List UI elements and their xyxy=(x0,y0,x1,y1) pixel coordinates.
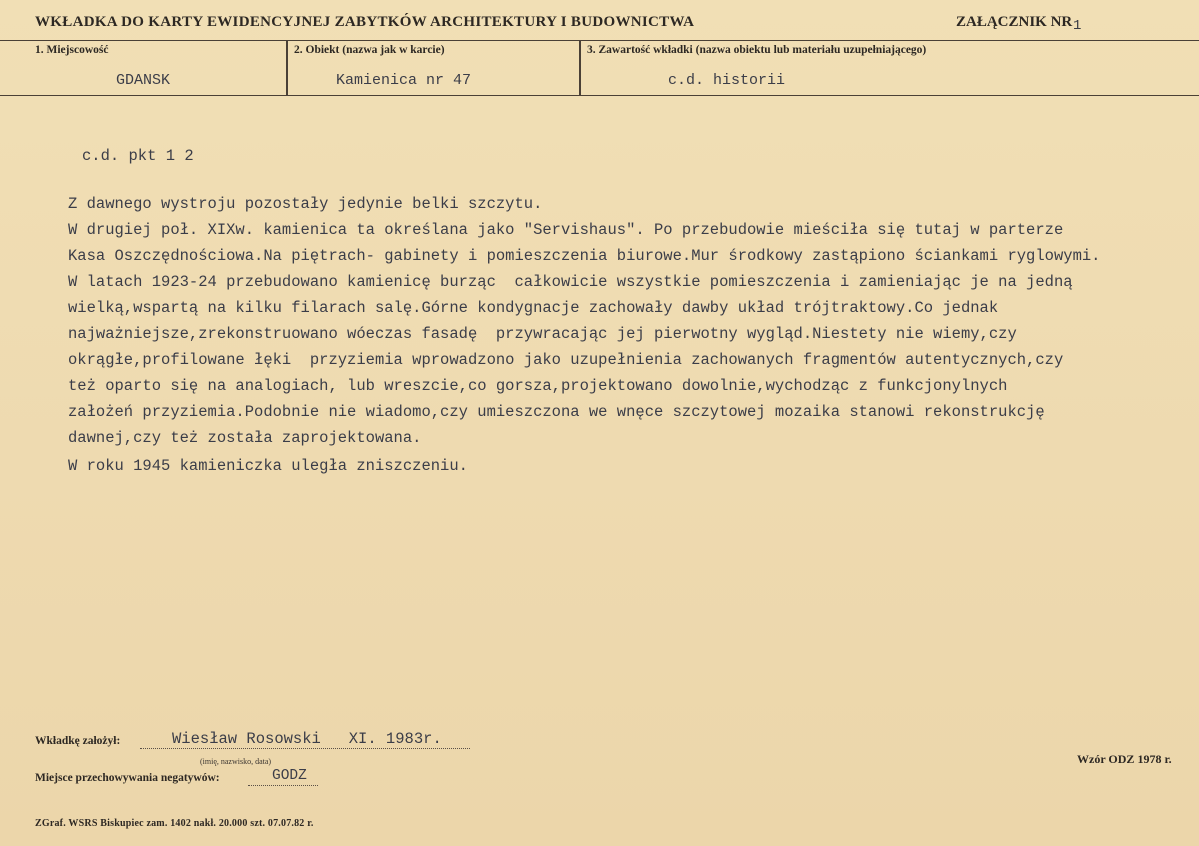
field-contents-label: 3. Zawartość wkładki (nazwa obiektu lub materiału uzupełniającego) xyxy=(587,44,927,56)
body-line: W latach 1923-24 przebudowano kamienicę burząc całkowicie wszystkie pomieszczenia i zamieniając je na jedną xyxy=(68,273,1073,291)
printer-imprint: ZGraf. WSRS Biskupiec zam. 1402 nakł. 20.000 szt. 07.07.82 r. xyxy=(35,818,314,829)
annex-number: 1 xyxy=(1073,18,1082,34)
fields-row xyxy=(0,40,1199,96)
storage-value: GODZ xyxy=(272,768,307,784)
body-line: W roku 1945 kamieniczka uległa zniszczeniu. xyxy=(68,457,468,475)
body-line: też oparto się na analogiach, lub wreszcie,co gorsza,projektowano dowolnie,wychodząc z funkcjonylnych xyxy=(68,377,1008,395)
field-divider xyxy=(579,40,581,95)
founder-label: Wkładkę założył: xyxy=(35,735,121,747)
body-line: Z dawnego wystroju pozostały jedynie belki szczytu. xyxy=(68,195,543,213)
storage-label: Miejsce przechowywania negatywów: xyxy=(35,772,220,784)
body-line: W drugiej poł. XIXw. kamienica ta określana jako "Servishaus". Po przebudowie mieściła się tutaj w parterze xyxy=(68,221,1064,239)
form-model: Wzór ODZ 1978 r. xyxy=(1077,752,1172,766)
annex-label: ZAŁĄCZNIK NR xyxy=(956,14,1073,30)
field-object-value: Kamienica nr 47 xyxy=(336,72,472,89)
body-line: wielką,wspartą na kilku filarach salę.Górne kondygnacje zachowały dawby układ trójtraktowy.Co jednak xyxy=(68,299,999,317)
field-locality-value: GDANSK xyxy=(116,72,171,89)
founder-dotted-line xyxy=(140,748,470,749)
body-line: okrągłe,profilowane łęki przyziemia wprowadzono jako uzupełnienia zachowanych fragmentów autentycznych,czy xyxy=(68,351,1064,369)
field-object-label: 2. Obiekt (nazwa jak w karcie) xyxy=(294,44,445,56)
body-line: Kasa Oszczędnościowa.Na piętrach- gabinety i pomieszczenia biurowe.Mur środkowy zastąpiono ściankami ryglowymi. xyxy=(68,247,1101,265)
field-locality-label: 1. Miejscowość xyxy=(35,44,109,56)
body-line: najważniejsze,zrekonstruowano wóeczas fasadę przywracając jej pierwotny wygląd.Niestety nie wiemy,czy xyxy=(68,325,1017,343)
card-title: WKŁADKA DO KARTY EWIDENCYJNEJ ZABYTKÓW ARCHITEKTURY I BUDOWNICTWA xyxy=(35,14,695,30)
body-line: założeń przyziemia.Podobnie nie wiadomo,czy umieszczona we wnęce szczytowej mozaika stanowi rekonstrukcję xyxy=(68,403,1045,421)
card-header xyxy=(0,0,1199,41)
founder-hint: (imię, nazwisko, data) xyxy=(200,757,272,766)
storage-dotted-line xyxy=(248,785,318,786)
field-contents-value: c.d. historii xyxy=(668,72,786,89)
body-heading: c.d. pkt 1 2 xyxy=(82,147,194,165)
field-divider xyxy=(286,40,288,95)
body-line: dawnej,czy też została zaprojektowana. xyxy=(68,429,422,447)
founder-value: Wiesław Rosowski XI. 1983r. xyxy=(172,730,442,748)
